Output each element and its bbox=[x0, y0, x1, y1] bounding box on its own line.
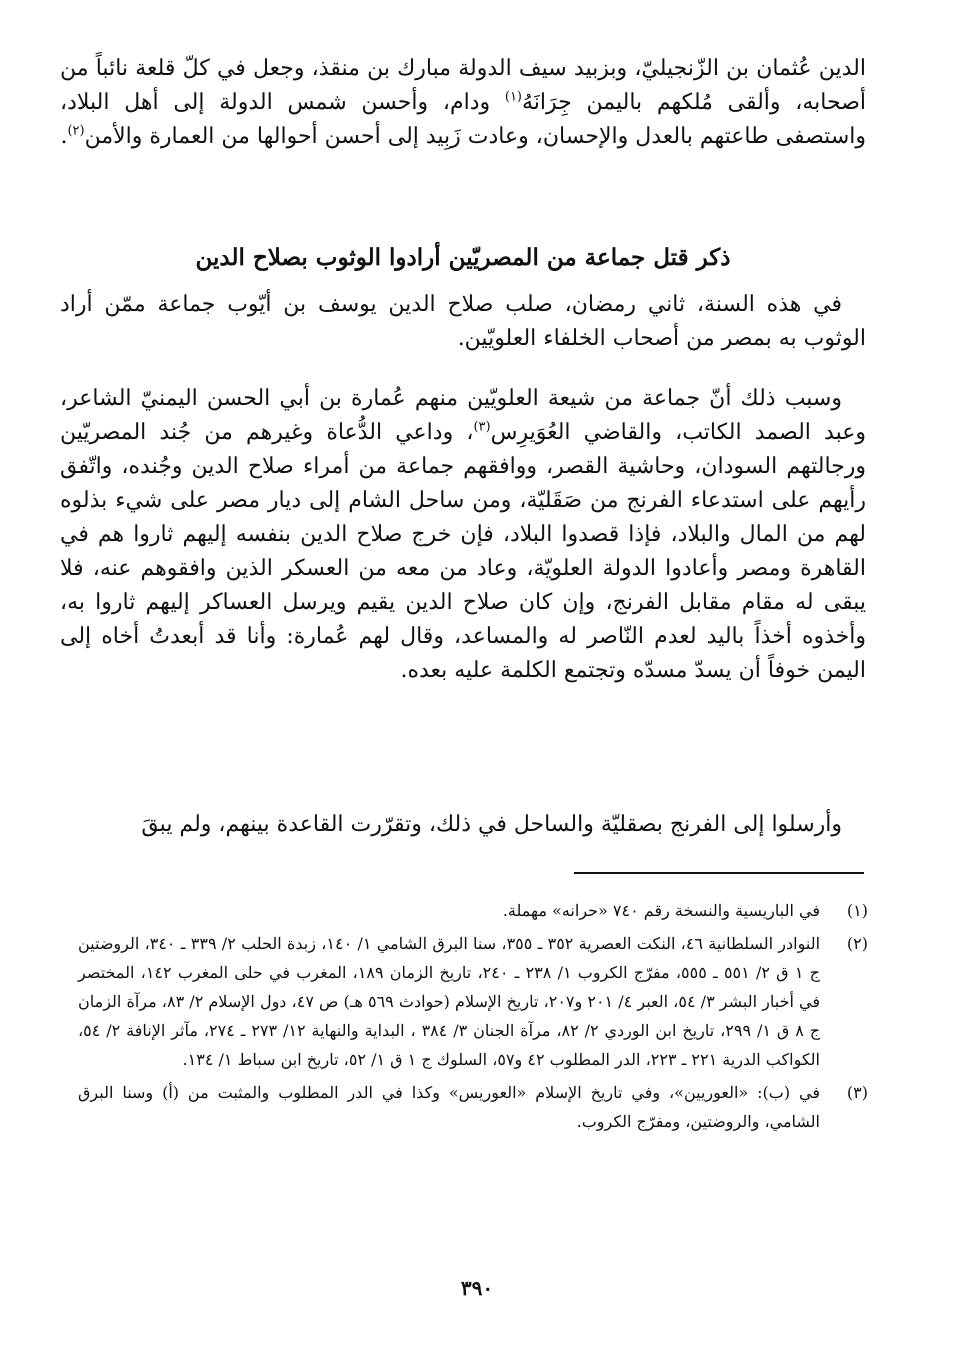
body-paragraph bbox=[60, 52, 866, 154]
body-paragraph: وأرسلوا إلى الفرنج بصقليّة والساحل في ذلك، وتقرّرت القاعدة بينهم، ولم يبقَ bbox=[141, 812, 842, 837]
footnote-marker: (٢) bbox=[67, 123, 85, 139]
footnote-item bbox=[78, 896, 868, 925]
page-number: ٣٩٠ bbox=[460, 1276, 494, 1300]
paragraph-text: . bbox=[60, 124, 68, 149]
body-paragraph: في هذه السنة، ثاني رمضان، صلب صلاح الدين يوسف بن أيّوب جماعة ممّن أراد الوثوب به بمصر من أصحاب الخلفاء العلويّين. bbox=[60, 292, 866, 351]
footnote-text: في (ب): «العوريين»، وفي تاريخ الإسلام «العوريس» وكذا في الدر المطلوب والمثبت من (أ) وسنا البرق الشامي، والروضتين، ومفرّج الكروب. bbox=[78, 1083, 821, 1131]
paragraph-text: الدين عُثمان بن الزّنجيليّ، وبزبيد سيف الدولة مبارك بن منقذ، وجعل في كلّ قلعة نائباً من أصحابه، وألقى مُلكهم باليمن جِرَانَهُ bbox=[60, 56, 866, 115]
footnote-text: في الباريسية والنسخة رقم ٧٤٠ «حرانه» مهملة. bbox=[502, 901, 820, 920]
section-heading: ذكر قتل جماعة من المصريّين أرادوا الوثوب بصلاح الدين bbox=[195, 244, 731, 271]
paragraph-text: ودام، وأحسن شمس الدولة إلى أهل البلاد، واستصفى طاعتهم بالعدل والإحسان، وعادت زَبِيد إلى أحسن أحوالها من العمارة والأمن bbox=[60, 90, 866, 149]
footnote-marker: (٣) bbox=[473, 419, 491, 435]
paragraph-text: ، وداعي الدُّعاة وغيرهم من جُند المصريّين ورجالتهم السودان، وحاشية القصر، ووافقهم جماعة من أمراء صلاح الدين وجُنده، واتّفق رأيهم على استدعاء الفرنج من صَقَليّة، ومن ساحل الشام إلى ديار مصر على شيء بذلوه لهم من المال والبلاد، فإذا قصدوا البلاد، فإن خرج صلاح الدين بنفسه إليهم ثاروا هم في القاهرة ومصر وأعادوا الدولة العلويّة، وعاد من معه من العسكر الذين وافقوهم عنه، فلا يبقى له مقام مقابل الفرنج، وإن كان صلاح الدين يقيم ويرسل العساكر إليهم ثاروا به، وأخذوه أخذاً باليد لعدم النّاصر له والمساعد، وقال لهم عُمارة: وأنا قد أبعدتُ أخاه إلى اليمن خوفاً أن يسدّ مسدّه وتجتمع الكلمة عليه بعده. bbox=[60, 420, 866, 683]
body-paragraph bbox=[60, 382, 866, 688]
footnote-item bbox=[78, 1078, 868, 1136]
footnote-item bbox=[78, 929, 868, 1074]
footnote-number: (١) bbox=[846, 901, 868, 920]
footnote-number: (٣) bbox=[846, 1083, 868, 1102]
footnote-text: النوادر السلطانية ٤٦، النكت العصرية ٣٥٢ ـ ٣٥٥، سنا البرق الشامي ١/ ١٤٠، زبدة الحلب ٢/ ٣٣٩ ـ ٣٤٠، الروضتين ج ١ ق ٢/ ٥٥١ ـ ٥٥٥، مفرّج الكروب ١/ ٢٣٨ ـ ٢٤٠، تاريخ الزمان ١٨٩، المغرب في حلى المغرب ١٤٢، المختصر في أخبار البشر ٣/ ٥٤، العبر ٤/ ٢٠١ و٢٠٧، تاريخ الإسلام (حوادث ٥٦٩ هـ) ص ٤٧، دول الإسلام ٢/ ٨٣، مرآة الزمان ج ٨ ق ١/ ٢٩٩، تاريخ ابن الوردي ٢/ ٨٢، مرآة الجنان ٣/ ٣٨٤ ، البداية والنهاية ١٢/ ٢٧٣ ـ ٢٧٤، مآثر الإنافة ٢/ ٥٤، الكواكب الدرية ٢٢١ ـ ٢٢٣، الدر المطلوب ٤٢ و٥٧، السلوك ج ١ ق ١/ ٥٢، تاريخ ابن سباط ١/ ١٣٤. bbox=[78, 934, 821, 1069]
footnote-divider bbox=[574, 872, 864, 874]
footnotes-list bbox=[78, 896, 868, 1140]
footnote-number: (٢) bbox=[846, 934, 868, 953]
footnote-marker: (١) bbox=[504, 89, 522, 105]
paragraph-text: وسبب ذلك أنّ جماعة من شيعة العلويّين منهم عُمارة بن أبي الحسن اليمنيّ الشاعر، وعبد الصمد الكاتب، والقاضي العُوَيرِس bbox=[60, 386, 866, 445]
